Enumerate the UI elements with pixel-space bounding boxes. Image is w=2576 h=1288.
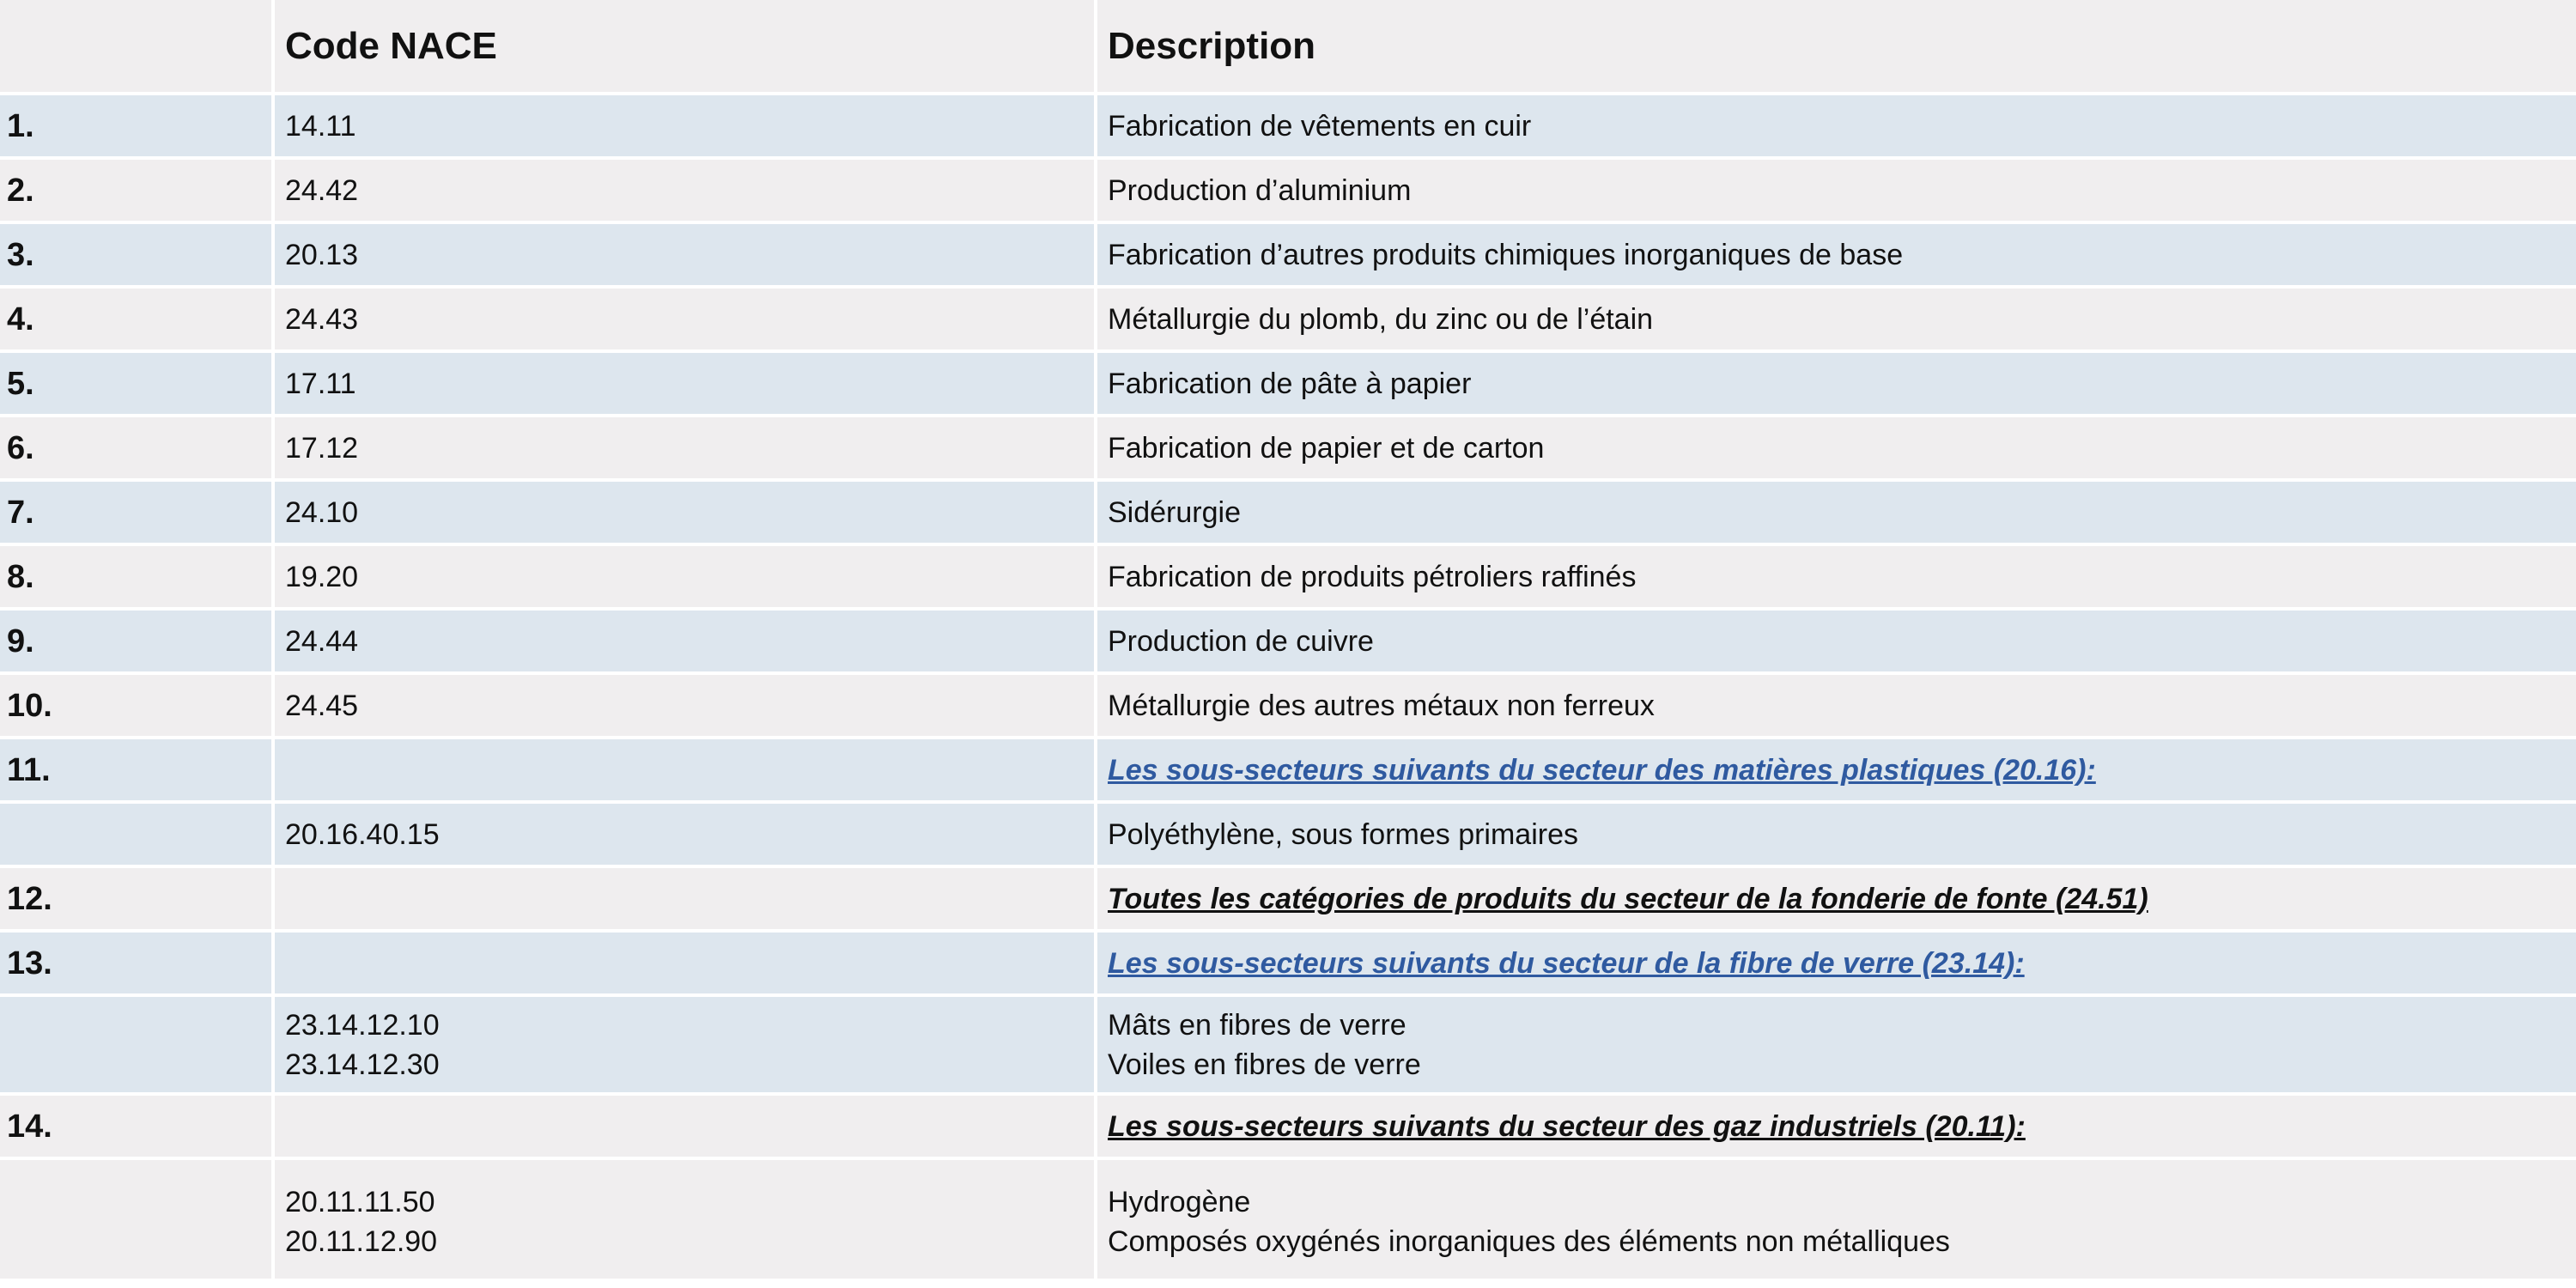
- row-code: 24.42: [275, 160, 1094, 221]
- header-description: Description: [1097, 0, 2576, 92]
- category-heading: Toutes les catégories de produits du secteur de la fonderie de fonte (24.51): [1108, 882, 2148, 915]
- row-description: [1097, 997, 2576, 1092]
- row-code: [275, 1096, 1094, 1157]
- row-num: 2.: [0, 160, 271, 221]
- row-code: 14.11: [275, 95, 1094, 156]
- row-num: 11.: [0, 739, 271, 800]
- row-code: 20.13: [275, 224, 1094, 285]
- row-code: [275, 933, 1094, 993]
- row-code: 24.44: [275, 611, 1094, 671]
- row-description-line: Composés oxygénés inorganiques des éléments non métalliques: [1108, 1225, 1950, 1258]
- row-num: 6.: [0, 417, 271, 478]
- row-num: 9.: [0, 611, 271, 671]
- row-description: Sidérurgie: [1097, 482, 2576, 543]
- row-description: Fabrication de produits pétroliers raffinés: [1097, 546, 2576, 607]
- row-num: 8.: [0, 546, 271, 607]
- row-description: Fabrication de papier et de carton: [1097, 417, 2576, 478]
- row-num: 3.: [0, 224, 271, 285]
- row-description: [1097, 933, 2576, 993]
- row-num: 12.: [0, 868, 271, 929]
- row-num: 1.: [0, 95, 271, 156]
- row-code: [275, 739, 1094, 800]
- row-code: 20.16.40.15: [275, 804, 1094, 865]
- row-code: 24.10: [275, 482, 1094, 543]
- row-description: Polyéthylène, sous formes primaires: [1097, 804, 2576, 865]
- row-num: [0, 1160, 271, 1279]
- row-code: [275, 868, 1094, 929]
- row-code: 19.20: [275, 546, 1094, 607]
- row-code: 24.43: [275, 289, 1094, 349]
- row-description-line: Hydrogène: [1108, 1186, 1251, 1218]
- row-code-line: 23.14.12.30: [285, 1048, 440, 1081]
- row-code-line: 23.14.12.10: [285, 1008, 440, 1042]
- row-description-line: Mâts en fibres de verre: [1108, 1008, 1406, 1042]
- row-num: 14.: [0, 1096, 271, 1157]
- row-code: 17.12: [275, 417, 1094, 478]
- subsector-heading: Les sous-secteurs suivants du secteur des gaz industriels (20.11):: [1108, 1109, 2026, 1143]
- row-description: [1097, 739, 2576, 800]
- row-description: [1097, 868, 2576, 929]
- row-num: 7.: [0, 482, 271, 543]
- row-description: [1097, 1160, 2576, 1279]
- row-num: 13.: [0, 933, 271, 993]
- row-num: [0, 997, 271, 1092]
- row-code: [275, 997, 1094, 1092]
- header-num: [0, 0, 271, 92]
- row-code: 24.45: [275, 675, 1094, 736]
- row-code: 17.11: [275, 353, 1094, 414]
- row-description: Production de cuivre: [1097, 611, 2576, 671]
- row-description: Fabrication de vêtements en cuir: [1097, 95, 2576, 156]
- row-num: [0, 804, 271, 865]
- row-code-line: 20.11.11.50: [285, 1186, 435, 1218]
- row-description: Production d’aluminium: [1097, 160, 2576, 221]
- row-description: [1097, 1096, 2576, 1157]
- row-num: 5.: [0, 353, 271, 414]
- header-code: Code NACE: [275, 0, 1094, 92]
- subsector-heading-link[interactable]: Les sous-secteurs suivants du secteur de la fibre de verre (23.14):: [1108, 946, 2025, 980]
- subsector-heading-link[interactable]: Les sous-secteurs suivants du secteur des matières plastiques (20.16):: [1108, 753, 2096, 787]
- row-num: 10.: [0, 675, 271, 736]
- row-description: Métallurgie des autres métaux non ferreux: [1097, 675, 2576, 736]
- row-description: Fabrication de pâte à papier: [1097, 353, 2576, 414]
- row-num: 4.: [0, 289, 271, 349]
- row-description: Fabrication d’autres produits chimiques inorganiques de base: [1097, 224, 2576, 285]
- row-code: [275, 1160, 1094, 1279]
- row-code-line: 20.11.12.90: [285, 1225, 438, 1258]
- row-description-line: Voiles en fibres de verre: [1108, 1048, 1421, 1081]
- row-description: Métallurgie du plomb, du zinc ou de l’étain: [1097, 289, 2576, 349]
